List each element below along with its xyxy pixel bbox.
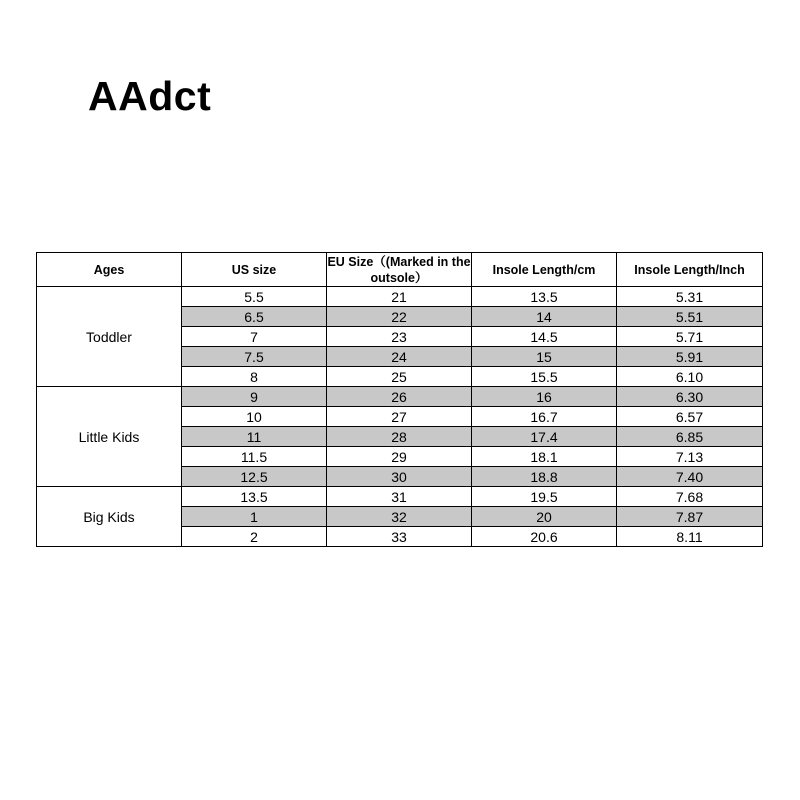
eu-size-cell: 21 [327, 287, 472, 307]
insole-cm-cell: 14.5 [472, 327, 617, 347]
us-size-cell: 2 [182, 527, 327, 547]
table-row [37, 487, 763, 507]
insole-cm-cell: 15 [472, 347, 617, 367]
insole-inch-cell: 5.51 [617, 307, 763, 327]
brand-logo: AAdct [88, 73, 212, 119]
insole-inch-cell: 5.91 [617, 347, 763, 367]
eu-size-cell: 27 [327, 407, 472, 427]
eu-size-cell: 32 [327, 507, 472, 527]
insole-inch-cell: 7.13 [617, 447, 763, 467]
insole-inch-cell: 5.31 [617, 287, 763, 307]
insole-cm-cell: 13.5 [472, 287, 617, 307]
age-group-big-kids: Big Kids [37, 487, 182, 547]
table-row [37, 287, 763, 307]
size-chart-table [36, 252, 763, 547]
insole-cm-cell: 15.5 [472, 367, 617, 387]
insole-cm-cell: 16 [472, 387, 617, 407]
eu-size-cell: 30 [327, 467, 472, 487]
us-size-cell: 10 [182, 407, 327, 427]
insole-cm-cell: 19.5 [472, 487, 617, 507]
us-size-cell: 11 [182, 427, 327, 447]
header-insole-inch: Insole Length/Inch [617, 253, 763, 287]
eu-size-cell: 24 [327, 347, 472, 367]
eu-size-cell: 25 [327, 367, 472, 387]
insole-inch-cell: 6.30 [617, 387, 763, 407]
us-size-cell: 7.5 [182, 347, 327, 367]
age-group-little-kids: Little Kids [37, 387, 182, 487]
us-size-cell: 11.5 [182, 447, 327, 467]
us-size-cell: 12.5 [182, 467, 327, 487]
age-group-toddler: Toddler [37, 287, 182, 387]
insole-inch-cell: 7.68 [617, 487, 763, 507]
us-size-cell: 9 [182, 387, 327, 407]
header-row [37, 253, 763, 287]
insole-cm-cell: 18.8 [472, 467, 617, 487]
insole-inch-cell: 5.71 [617, 327, 763, 347]
eu-size-cell: 33 [327, 527, 472, 547]
eu-size-cell: 31 [327, 487, 472, 507]
us-size-cell: 6.5 [182, 307, 327, 327]
eu-size-cell: 23 [327, 327, 472, 347]
insole-cm-cell: 16.7 [472, 407, 617, 427]
insole-inch-cell: 7.40 [617, 467, 763, 487]
insole-inch-cell: 8.11 [617, 527, 763, 547]
header-eu-size: EU Size（(Marked in the outsole） [327, 254, 471, 285]
header-us-size: US size [182, 253, 327, 287]
us-size-cell: 13.5 [182, 487, 327, 507]
us-size-cell: 5.5 [182, 287, 327, 307]
insole-cm-cell: 14 [472, 307, 617, 327]
insole-inch-cell: 6.10 [617, 367, 763, 387]
insole-inch-cell: 6.57 [617, 407, 763, 427]
us-size-cell: 8 [182, 367, 327, 387]
insole-cm-cell: 20.6 [472, 527, 617, 547]
insole-inch-cell: 6.85 [617, 427, 763, 447]
header-ages: Ages [37, 253, 182, 287]
insole-inch-cell: 7.87 [617, 507, 763, 527]
insole-cm-cell: 20 [472, 507, 617, 527]
header-insole-cm: Insole Length/cm [472, 253, 617, 287]
us-size-cell: 1 [182, 507, 327, 527]
eu-size-cell: 28 [327, 427, 472, 447]
eu-size-cell: 29 [327, 447, 472, 467]
us-size-cell: 7 [182, 327, 327, 347]
eu-size-cell: 22 [327, 307, 472, 327]
table-row [37, 387, 763, 407]
insole-cm-cell: 17.4 [472, 427, 617, 447]
eu-size-cell: 26 [327, 387, 472, 407]
insole-cm-cell: 18.1 [472, 447, 617, 467]
